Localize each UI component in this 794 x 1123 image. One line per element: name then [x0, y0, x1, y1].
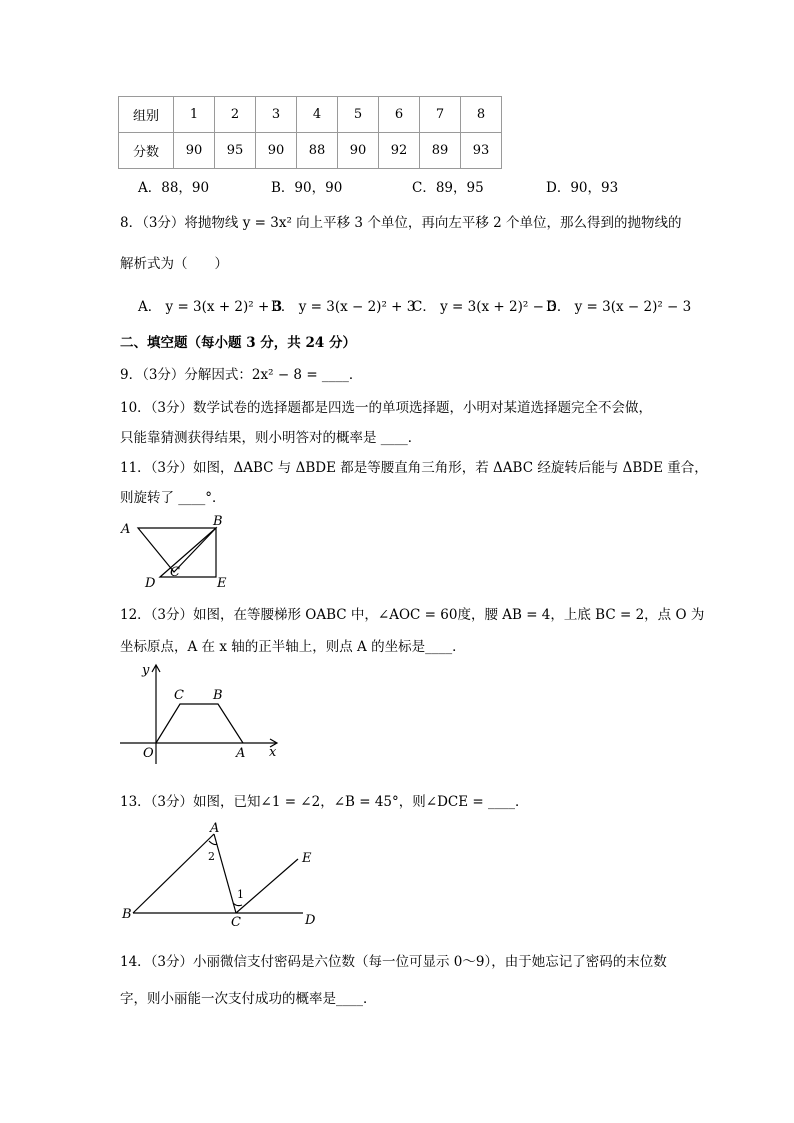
table-cell: 88 [297, 133, 338, 169]
q12-figure [116, 660, 286, 768]
table-cell: 3 [256, 97, 297, 133]
line-ce [236, 859, 298, 913]
label-c: C [174, 688, 184, 703]
table-cell: 89 [420, 133, 461, 169]
q8-option-c: C． y = 3(x + 2)² − 3 [412, 299, 557, 315]
trapezoid [156, 704, 243, 743]
table-cell: 7 [420, 97, 461, 133]
q8-line-1: 8．（3分）将抛物线 y = 3x² 向上平移 3 个单位，再向左平移 2 个单位，那么得到的抛物线的 [120, 215, 682, 231]
table-cell: 90 [338, 133, 379, 169]
table-cell: 90 [256, 133, 297, 169]
label-e: E [302, 851, 312, 866]
label-d: D [305, 913, 316, 928]
label-o: O [143, 746, 154, 761]
q7-option-a: A．88，90 [138, 180, 210, 196]
section-heading: 二、填空题（每小题 3 分，共 24 分） [120, 335, 356, 351]
table-cell: 6 [379, 97, 420, 133]
q14-line-2: 字，则小丽能一次支付成功的概率是____． [120, 991, 377, 1007]
label-y: y [142, 663, 150, 678]
q11-line-1: 11．（3分）如图，ΔABC 与 ΔBDE 都是等腰直角三角形，若 ΔABC 经旋转后能与 ΔBDE 重合， [120, 460, 708, 476]
table-row [119, 97, 502, 133]
label-a: A [236, 746, 246, 761]
q12-line-1: 12．（3分）如图，在等腰梯形 OABC 中，∠AOC = 60度，腰 AB = 4，上底 BC = 2，点 O 为 [120, 607, 705, 623]
label-b: B [213, 514, 223, 529]
q7-option-d: D．90，93 [546, 180, 619, 196]
q12-line-2: 坐标原点，A 在 x 轴的正半轴上，则点 A 的坐标是____． [120, 639, 466, 655]
q11-figure [116, 512, 246, 592]
label-e: E [217, 576, 227, 591]
table-cell: 5 [338, 97, 379, 133]
q13-line-1: 13．（3分）如图，已知∠1 = ∠2，∠B = 45°，则∠DCE = ____． [120, 794, 529, 810]
q14-line-1: 14．（3分）小丽微信支付密码是六位数（每一位可显示 0～9），由于她忘记了密码的末位数 [120, 954, 667, 970]
triangle-bde [160, 528, 216, 577]
line-ba [133, 834, 214, 913]
q10-line-1: 10．（3分）数学试卷的选择题都是四选一的单项选择题，小明对某道选择题完全不会做， [120, 400, 653, 416]
q8-option-d: D． y = 3(x − 2)² − 3 [546, 299, 692, 315]
label-c: C [231, 915, 241, 928]
line-ac [214, 834, 236, 913]
table-cell: 90 [174, 133, 215, 169]
table-cell: 92 [379, 133, 420, 169]
q10-line-2: 只能靠猜测获得结果，则小明答对的概率是 ____． [120, 430, 422, 446]
table-header-cell: 组别 [119, 97, 174, 133]
q7-option-c: C．89，95 [412, 180, 484, 196]
label-angle-2: 2 [208, 850, 215, 863]
q8-line-2: 解析式为（ ） [120, 256, 228, 272]
table-header-cell: 分数 [119, 133, 174, 169]
q8-option-a: A． y = 3(x + 2)² + 3 [138, 299, 283, 315]
label-a: A [210, 821, 220, 836]
q9-line: 9．（3分）分解因式：2x² − 8 = ____． [120, 367, 363, 383]
table-cell: 8 [461, 97, 502, 133]
table-cell: 95 [215, 133, 256, 169]
table-cell: 4 [297, 97, 338, 133]
table-row [119, 133, 502, 169]
table-cell: 93 [461, 133, 502, 169]
label-b: B [122, 907, 132, 922]
q13-figure [116, 816, 326, 928]
table-cell: 2 [215, 97, 256, 133]
table-cell: 1 [174, 97, 215, 133]
label-d: D [145, 576, 156, 591]
label-x: x [269, 745, 277, 760]
q8-option-b: B． y = 3(x − 2)² + 3 [271, 299, 416, 315]
label-b: B [213, 688, 223, 703]
q7-option-b: B．90，90 [271, 180, 343, 196]
q11-line-2: 则旋转了 ____°． [120, 490, 226, 506]
label-angle-1: 1 [237, 888, 244, 901]
label-a: A [121, 522, 131, 537]
label-c: C [170, 565, 180, 580]
score-table [118, 96, 502, 169]
